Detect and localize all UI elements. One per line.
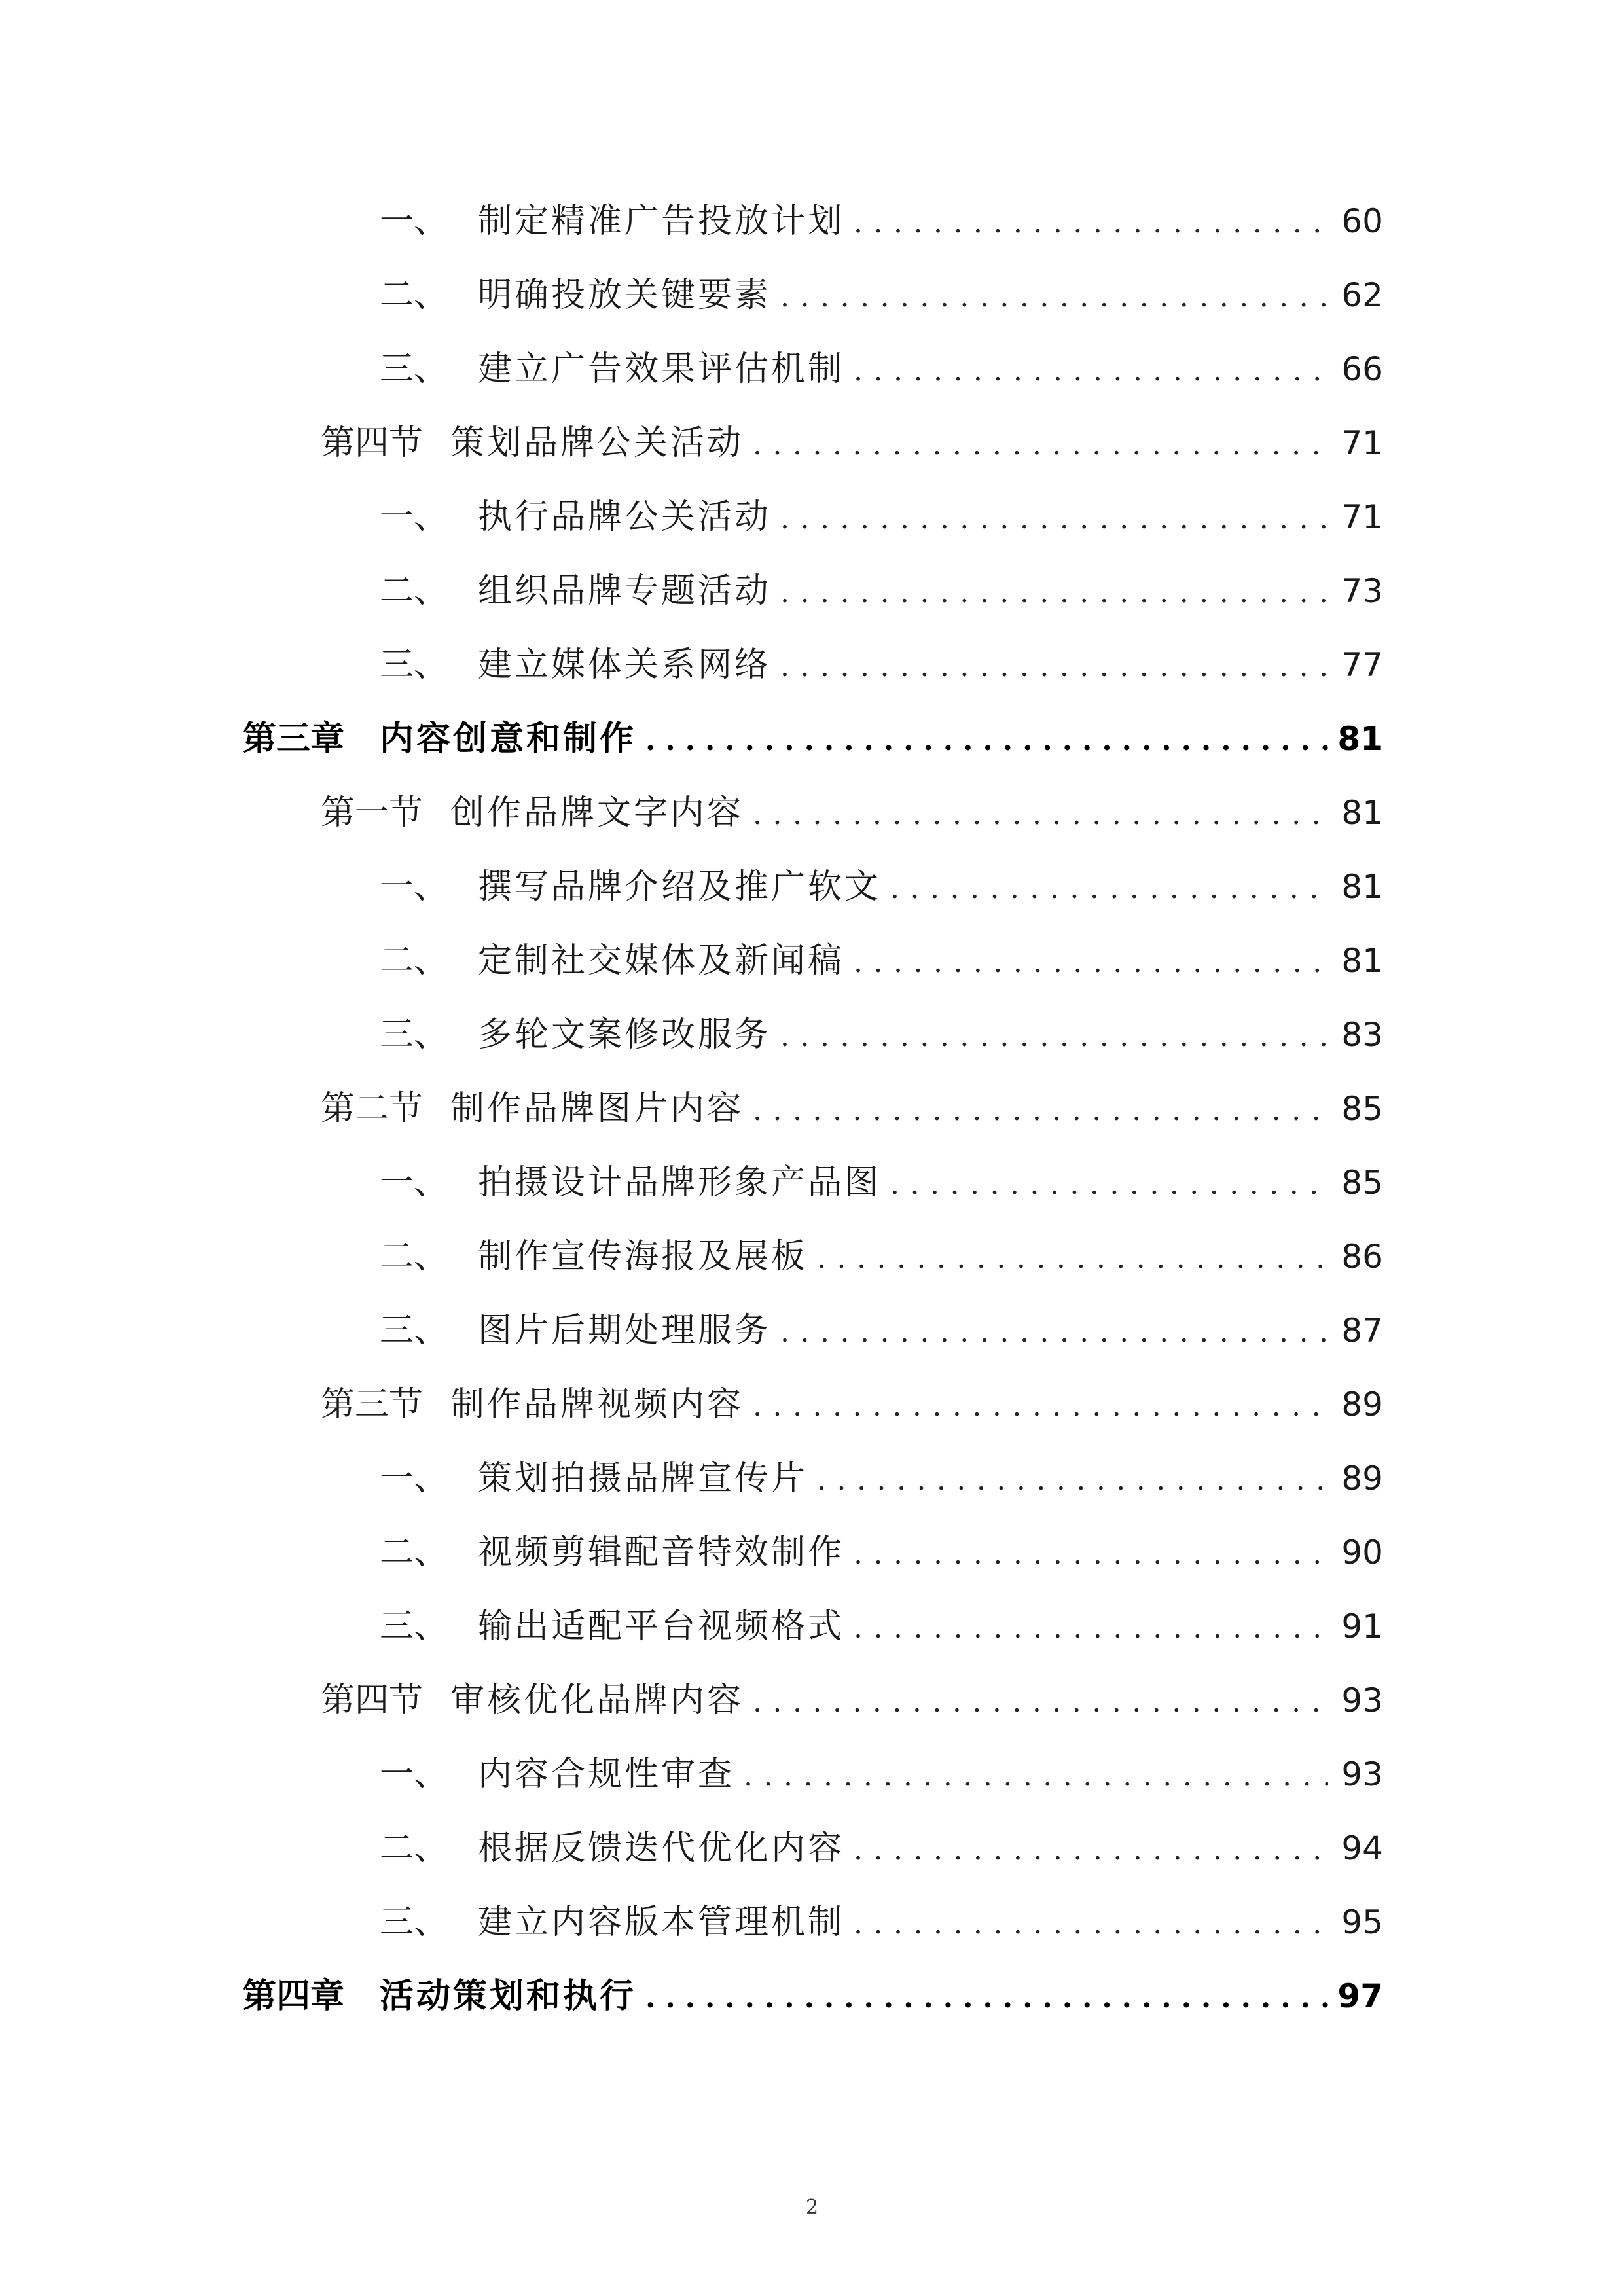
toc-entry[interactable] — [321, 417, 1383, 469]
toc-entry-label — [380, 861, 881, 913]
page-number: 2 — [805, 2196, 819, 2219]
toc-entry-number: 三、 — [380, 1903, 448, 1942]
toc-entry-page: 97 — [1337, 1977, 1383, 2015]
toc-entry-title: 内容创意和制作 — [380, 719, 637, 759]
toc-entry-number: 二、 — [380, 276, 448, 315]
toc-chapter-entry[interactable] — [242, 1970, 1383, 2022]
dot-leader — [753, 1380, 1328, 1433]
toc-entry-page: 81 — [1341, 868, 1383, 906]
toc-entry-label — [380, 1157, 881, 1209]
toc-entry-label — [321, 417, 744, 469]
toc-entry[interactable] — [380, 565, 1383, 617]
toc-entry-label — [321, 1083, 744, 1135]
toc-entry-label — [380, 195, 844, 247]
toc-entry-title: 根据反馈迭代优化内容 — [478, 1829, 845, 1868]
toc-entry[interactable] — [321, 1378, 1383, 1431]
toc-entry-title: 策划品牌公关活动 — [450, 423, 744, 463]
toc-entry-number: 二、 — [380, 941, 448, 980]
toc-entry-number: 第三节 — [321, 1385, 424, 1424]
toc-entry-page: 89 — [1341, 1386, 1383, 1424]
toc-entry-page: 81 — [1337, 720, 1383, 758]
dot-leader — [890, 1158, 1328, 1211]
dot-leader — [854, 1898, 1328, 1950]
toc-entry-title: 拍摄设计品牌形象产品图 — [478, 1163, 882, 1202]
toc-entry[interactable] — [380, 1009, 1383, 1061]
toc-entry-number: 一、 — [380, 1459, 448, 1498]
toc-entry-label — [321, 1674, 744, 1727]
toc-entry-number: 一、 — [380, 1755, 448, 1794]
toc-entry-label — [380, 1526, 844, 1579]
toc-entry-number: 第二节 — [321, 1089, 424, 1128]
toc-entry-label — [321, 1378, 744, 1431]
toc-entry-number: 一、 — [380, 1163, 448, 1202]
toc-entry[interactable] — [380, 1600, 1383, 1653]
dot-leader — [780, 641, 1328, 693]
toc-entry-label — [380, 1230, 808, 1283]
toc-entry-title: 建立媒体关系网络 — [478, 645, 772, 685]
toc-entry-title: 组织品牌专题活动 — [478, 571, 772, 611]
toc-entry-number: 二、 — [380, 1533, 448, 1572]
toc-entry-page: 62 — [1341, 276, 1383, 314]
toc-entry[interactable] — [380, 1230, 1383, 1283]
toc-entry-title: 输出适配平台视频格式 — [478, 1607, 845, 1646]
toc-entry-page: 87 — [1341, 1312, 1383, 1350]
toc-entry-label — [380, 1822, 844, 1874]
toc-entry-number: 三、 — [380, 1607, 448, 1646]
toc-entry-number: 三、 — [380, 1015, 448, 1054]
toc-entry-label — [380, 1748, 734, 1801]
dot-leader — [753, 419, 1328, 471]
dot-leader — [854, 1824, 1328, 1876]
dot-leader — [890, 863, 1328, 915]
toc-entry-page: 86 — [1341, 1238, 1383, 1276]
dot-leader — [854, 937, 1328, 989]
toc-entry-title: 执行品牌公关活动 — [478, 497, 772, 537]
toc-entry-page: 90 — [1341, 1534, 1383, 1571]
toc-entry-page: 81 — [1341, 942, 1383, 980]
dot-leader — [645, 715, 1328, 767]
dot-leader — [780, 1306, 1328, 1359]
toc-entry-title: 明确投放关键要素 — [478, 276, 772, 315]
dot-leader — [753, 1676, 1328, 1729]
toc-entry-label — [380, 1600, 844, 1653]
toc-entry[interactable] — [380, 1896, 1383, 1948]
toc-entry-number: 二、 — [380, 1829, 448, 1868]
toc-entry-page: 81 — [1341, 794, 1383, 832]
toc-entry-label — [380, 935, 844, 987]
toc-entry-title: 建立广告效果评估机制 — [478, 350, 845, 389]
dot-leader — [780, 567, 1328, 619]
dot-leader — [854, 197, 1328, 249]
toc-entry-number: 第三章 — [242, 719, 345, 759]
toc-entry-number: 三、 — [380, 645, 448, 685]
toc-entry-label — [380, 1896, 844, 1948]
dot-leader — [744, 1750, 1328, 1803]
toc-entry[interactable] — [380, 935, 1383, 987]
toc-entry[interactable] — [380, 1452, 1383, 1505]
toc-entry-page: 93 — [1341, 1681, 1383, 1719]
toc-entry-number: 第四节 — [321, 1681, 424, 1720]
toc-entry-number: 一、 — [380, 497, 448, 537]
toc-chapter-entry[interactable] — [242, 713, 1383, 765]
toc-entry-number: 三、 — [380, 1311, 448, 1350]
dot-leader — [854, 345, 1328, 397]
toc-entry[interactable] — [380, 861, 1383, 913]
toc-entry-title: 制定精准广告投放计划 — [478, 202, 845, 241]
toc-entry-page: 85 — [1341, 1090, 1383, 1128]
toc-entry-label — [380, 639, 771, 691]
toc-entry-number: 第四节 — [321, 423, 424, 463]
toc-entry-page: 66 — [1341, 350, 1383, 388]
toc-entry-title: 制作宣传海报及展板 — [478, 1237, 808, 1276]
toc-entry[interactable] — [380, 1748, 1383, 1801]
dot-leader — [854, 1602, 1328, 1655]
toc-entry-page: 95 — [1341, 1903, 1383, 1941]
toc-entry-title: 策划拍摄品牌宣传片 — [478, 1459, 808, 1498]
toc-entry-label — [380, 1452, 808, 1505]
toc-entry-label — [380, 343, 844, 395]
toc-entry-page: 94 — [1341, 1829, 1383, 1867]
toc-entry-page: 71 — [1341, 498, 1383, 536]
toc-entry-title: 建立内容版本管理机制 — [478, 1903, 845, 1942]
dot-leader — [753, 1085, 1328, 1137]
toc-entry-number: 二、 — [380, 1237, 448, 1276]
toc-entry-title: 创作品牌文字内容 — [450, 793, 744, 833]
toc-entry-page: 91 — [1341, 1607, 1383, 1645]
toc-entry[interactable] — [321, 1674, 1383, 1727]
toc-entry-label — [380, 269, 771, 321]
toc-entry-label — [321, 787, 744, 839]
toc-entry-label — [380, 1304, 771, 1357]
toc-entry-number: 第一节 — [321, 793, 424, 833]
toc-entry-page: 73 — [1341, 572, 1383, 610]
toc-entry-label — [242, 1970, 636, 2022]
dot-leader — [780, 493, 1328, 545]
toc-entry[interactable] — [321, 787, 1383, 839]
toc-entry[interactable] — [380, 639, 1383, 691]
dot-leader — [645, 1972, 1328, 2024]
toc-entry[interactable] — [380, 269, 1383, 321]
toc-entry-page: 83 — [1341, 1016, 1383, 1054]
toc-entry-title: 制作品牌图片内容 — [450, 1089, 744, 1128]
toc-entry-page: 89 — [1341, 1460, 1383, 1498]
toc-entry-number: 第四章 — [242, 1976, 345, 2016]
dot-leader — [817, 1232, 1328, 1285]
toc-entry-number: 三、 — [380, 350, 448, 389]
toc-entry-label — [380, 565, 771, 617]
toc-entry[interactable] — [380, 1157, 1383, 1209]
toc-entry[interactable] — [380, 343, 1383, 395]
dot-leader — [753, 789, 1328, 841]
toc-entry-title: 多轮文案修改服务 — [478, 1015, 772, 1054]
toc-entry-label — [380, 491, 771, 543]
toc-entry-title: 图片后期处理服务 — [478, 1311, 772, 1350]
toc-entry-title: 内容合规性审查 — [478, 1755, 735, 1794]
toc-entry-title: 活动策划和执行 — [380, 1976, 637, 2016]
dot-leader — [817, 1454, 1328, 1507]
toc-entry-page: 85 — [1341, 1164, 1383, 1202]
dot-leader — [780, 1011, 1328, 1063]
dot-leader — [780, 271, 1328, 323]
toc-entry-title: 审核优化品牌内容 — [450, 1681, 744, 1720]
toc-entry[interactable] — [380, 1304, 1383, 1357]
toc-entry-page: 93 — [1341, 1755, 1383, 1793]
toc-entry[interactable] — [380, 195, 1383, 247]
toc-entry-page: 71 — [1341, 424, 1383, 462]
toc-entry-page: 77 — [1341, 646, 1383, 684]
toc-entry-number: 二、 — [380, 571, 448, 611]
toc-entry-number: 一、 — [380, 202, 448, 241]
toc-entry-title: 定制社交媒体及新闻稿 — [478, 941, 845, 980]
dot-leader — [854, 1528, 1328, 1581]
toc-entry-title: 撰写品牌介绍及推广软文 — [478, 867, 882, 906]
toc-entry[interactable] — [380, 491, 1383, 543]
toc-entry-title: 制作品牌视频内容 — [450, 1385, 744, 1424]
toc-entry-title: 视频剪辑配音特效制作 — [478, 1533, 845, 1572]
toc-entry[interactable] — [380, 1822, 1383, 1874]
toc-entry[interactable] — [321, 1083, 1383, 1135]
toc-entry-label — [242, 713, 636, 765]
toc-entry-number: 一、 — [380, 867, 448, 906]
toc-entry[interactable] — [380, 1526, 1383, 1579]
toc-entry-page: 60 — [1341, 202, 1383, 240]
toc-entry-label — [380, 1009, 771, 1061]
